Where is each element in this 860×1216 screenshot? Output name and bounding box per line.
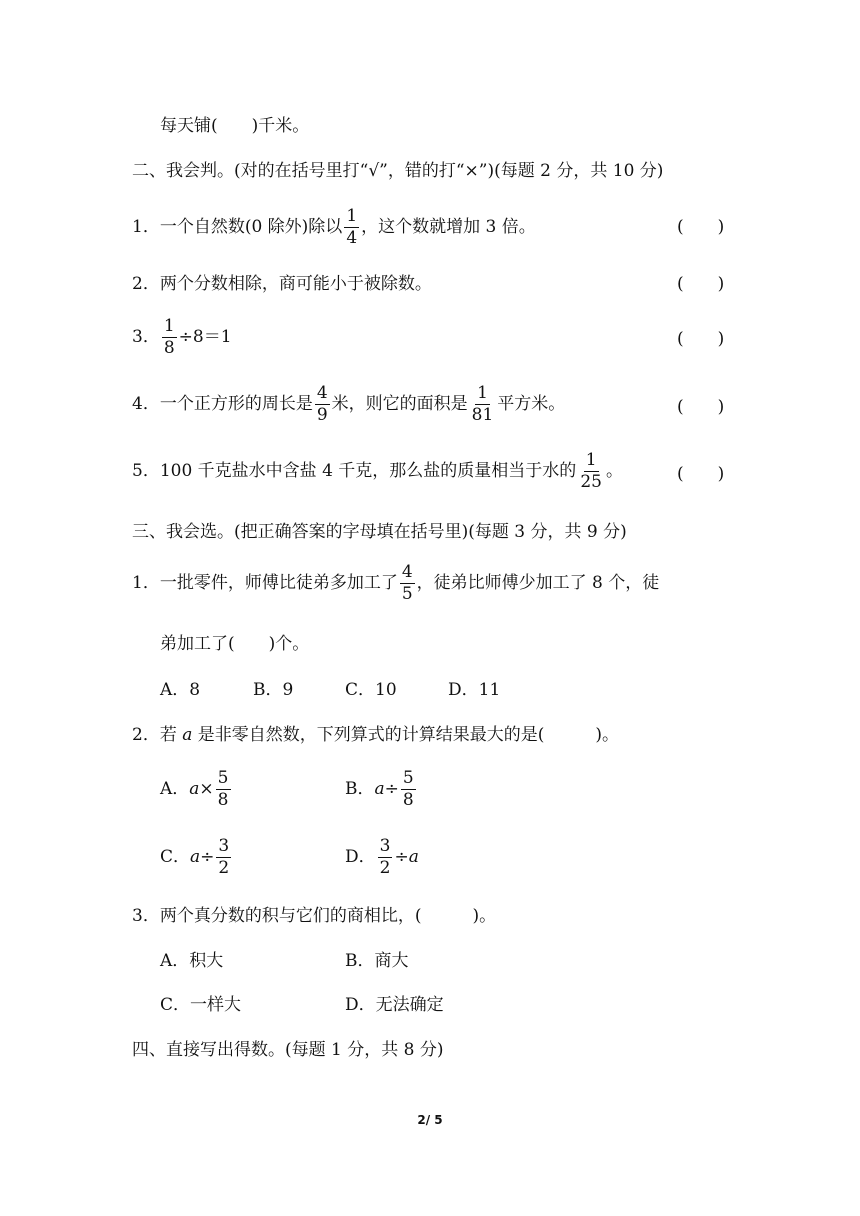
fraction xyxy=(216,838,231,877)
variable: a xyxy=(408,847,419,867)
fraction xyxy=(401,770,416,809)
choice-question-1-line-2: 弟加工了( )个。 xyxy=(160,634,310,654)
answer-parentheses[interactable]: ( ) xyxy=(677,217,725,237)
question-number: 4． xyxy=(132,394,160,414)
answer-parentheses[interactable]: ( ) xyxy=(677,329,725,349)
answer-parentheses[interactable]: ( ) xyxy=(677,274,725,294)
judge-question-4 xyxy=(132,385,565,424)
question-text: 。 xyxy=(605,461,623,481)
fraction xyxy=(400,564,415,603)
section-4-heading: 四、直接写出得数。(每题 1 分，共 8 分) xyxy=(132,1040,444,1060)
fraction xyxy=(578,452,604,491)
denominator: 4 xyxy=(346,228,358,248)
numerator: 4 xyxy=(316,383,328,403)
question-number: 1． xyxy=(132,217,160,237)
denominator: 2 xyxy=(218,858,230,878)
judge-question-1 xyxy=(132,208,536,247)
option-a[interactable]: A．8 xyxy=(160,680,201,700)
option-b[interactable]: B．9 xyxy=(253,680,294,700)
fraction xyxy=(470,385,496,424)
choice-question-2 xyxy=(132,727,619,744)
judge-question-5 xyxy=(132,452,623,491)
numerator: 1 xyxy=(477,383,488,403)
numerator: 3 xyxy=(218,836,230,856)
question-text: 一个正方形的周长是 xyxy=(159,394,313,414)
question-text: 100 千克盐水中含盐 4 千克，那么盐的质量相当于水的 xyxy=(159,461,577,481)
fraction xyxy=(216,770,231,809)
numerator: 5 xyxy=(402,768,414,788)
option-d[interactable]: D．无法确定 xyxy=(345,995,444,1015)
denominator: 5 xyxy=(401,584,413,604)
fraction xyxy=(162,318,177,357)
denominator: 25 xyxy=(580,472,602,492)
denominator: 81 xyxy=(471,405,494,425)
answer-parentheses[interactable]: ( ) xyxy=(677,464,725,484)
choice-question-1 xyxy=(132,564,659,603)
option-d[interactable]: D．11 xyxy=(448,680,501,700)
question-number: 3． xyxy=(132,327,160,347)
option-label: C． xyxy=(160,847,191,867)
numerator: 4 xyxy=(401,562,413,582)
option-a[interactable] xyxy=(160,770,233,809)
option-b[interactable]: B．商大 xyxy=(345,951,409,971)
question-text: 平方米。 xyxy=(497,394,566,414)
operator: ÷ xyxy=(200,847,215,867)
question-text: 两个真分数的积与它们的商相比，( )。 xyxy=(159,906,497,926)
question-text: ÷8＝1 xyxy=(178,327,232,347)
question-text: 一个自然数(0 除外)除以 xyxy=(159,217,343,237)
fraction xyxy=(344,208,359,247)
denominator: 8 xyxy=(163,338,175,358)
denominator: 9 xyxy=(316,405,328,425)
question-text: 若 xyxy=(159,725,183,745)
variable: a xyxy=(182,725,193,745)
carryover-line: 每天铺( )千米。 xyxy=(160,116,310,136)
option-label: B． xyxy=(345,779,375,799)
section-3-heading: 三、我会选。(把正确答案的字母填在括号里)(每题 3 分，共 9 分) xyxy=(132,522,627,542)
option-d[interactable] xyxy=(345,838,419,877)
operator: ÷ xyxy=(394,847,409,867)
question-text: ，徒弟比师傅少加工了 8 个，徒 xyxy=(416,573,660,593)
variable: a xyxy=(189,779,200,799)
option-c[interactable] xyxy=(160,838,233,877)
choice-question-3 xyxy=(132,908,496,925)
answer-parentheses[interactable]: ( ) xyxy=(677,397,725,417)
judge-question-2 xyxy=(132,276,432,293)
judge-question-3 xyxy=(132,318,232,357)
numerator: 1 xyxy=(585,450,597,470)
option-b[interactable] xyxy=(345,770,418,809)
question-text: ，这个数就增加 3 倍。 xyxy=(361,217,536,237)
page-number: 2/ 5 xyxy=(417,1113,443,1127)
section-2-heading: 二、我会判。(对的在括号里打“√”，错的打“×”)(每题 2 分，共 10 分) xyxy=(132,161,664,181)
question-text: 两个分数相除，商可能小于被除数。 xyxy=(159,274,432,294)
variable: a xyxy=(190,847,201,867)
question-number: 3． xyxy=(132,906,160,926)
denominator: 8 xyxy=(217,790,229,810)
variable: a xyxy=(374,779,385,799)
denominator: 2 xyxy=(379,858,391,878)
operator: × xyxy=(199,779,214,799)
denominator: 8 xyxy=(402,790,414,810)
fraction xyxy=(315,385,330,424)
option-label: D． xyxy=(345,847,376,867)
question-text: 一批零件，师傅比徒弟多加工了 xyxy=(159,573,398,593)
numerator: 1 xyxy=(346,206,358,226)
fraction xyxy=(378,838,393,877)
option-c[interactable]: C．10 xyxy=(345,680,397,700)
question-text: 米，则它的面积是 xyxy=(331,394,468,414)
numerator: 3 xyxy=(379,836,391,856)
numerator: 1 xyxy=(163,316,175,336)
operator: ÷ xyxy=(384,779,399,799)
option-c[interactable]: C．一样大 xyxy=(160,995,242,1015)
question-number: 2． xyxy=(132,725,160,745)
numerator: 5 xyxy=(217,768,229,788)
question-number: 1． xyxy=(132,573,160,593)
option-a[interactable]: A．积大 xyxy=(160,951,224,971)
option-label: A． xyxy=(160,779,190,799)
question-number: 5． xyxy=(132,461,160,481)
question-text: 是非零自然数，下列算式的计算结果最大的是( )。 xyxy=(192,725,620,745)
question-number: 2． xyxy=(132,274,160,294)
